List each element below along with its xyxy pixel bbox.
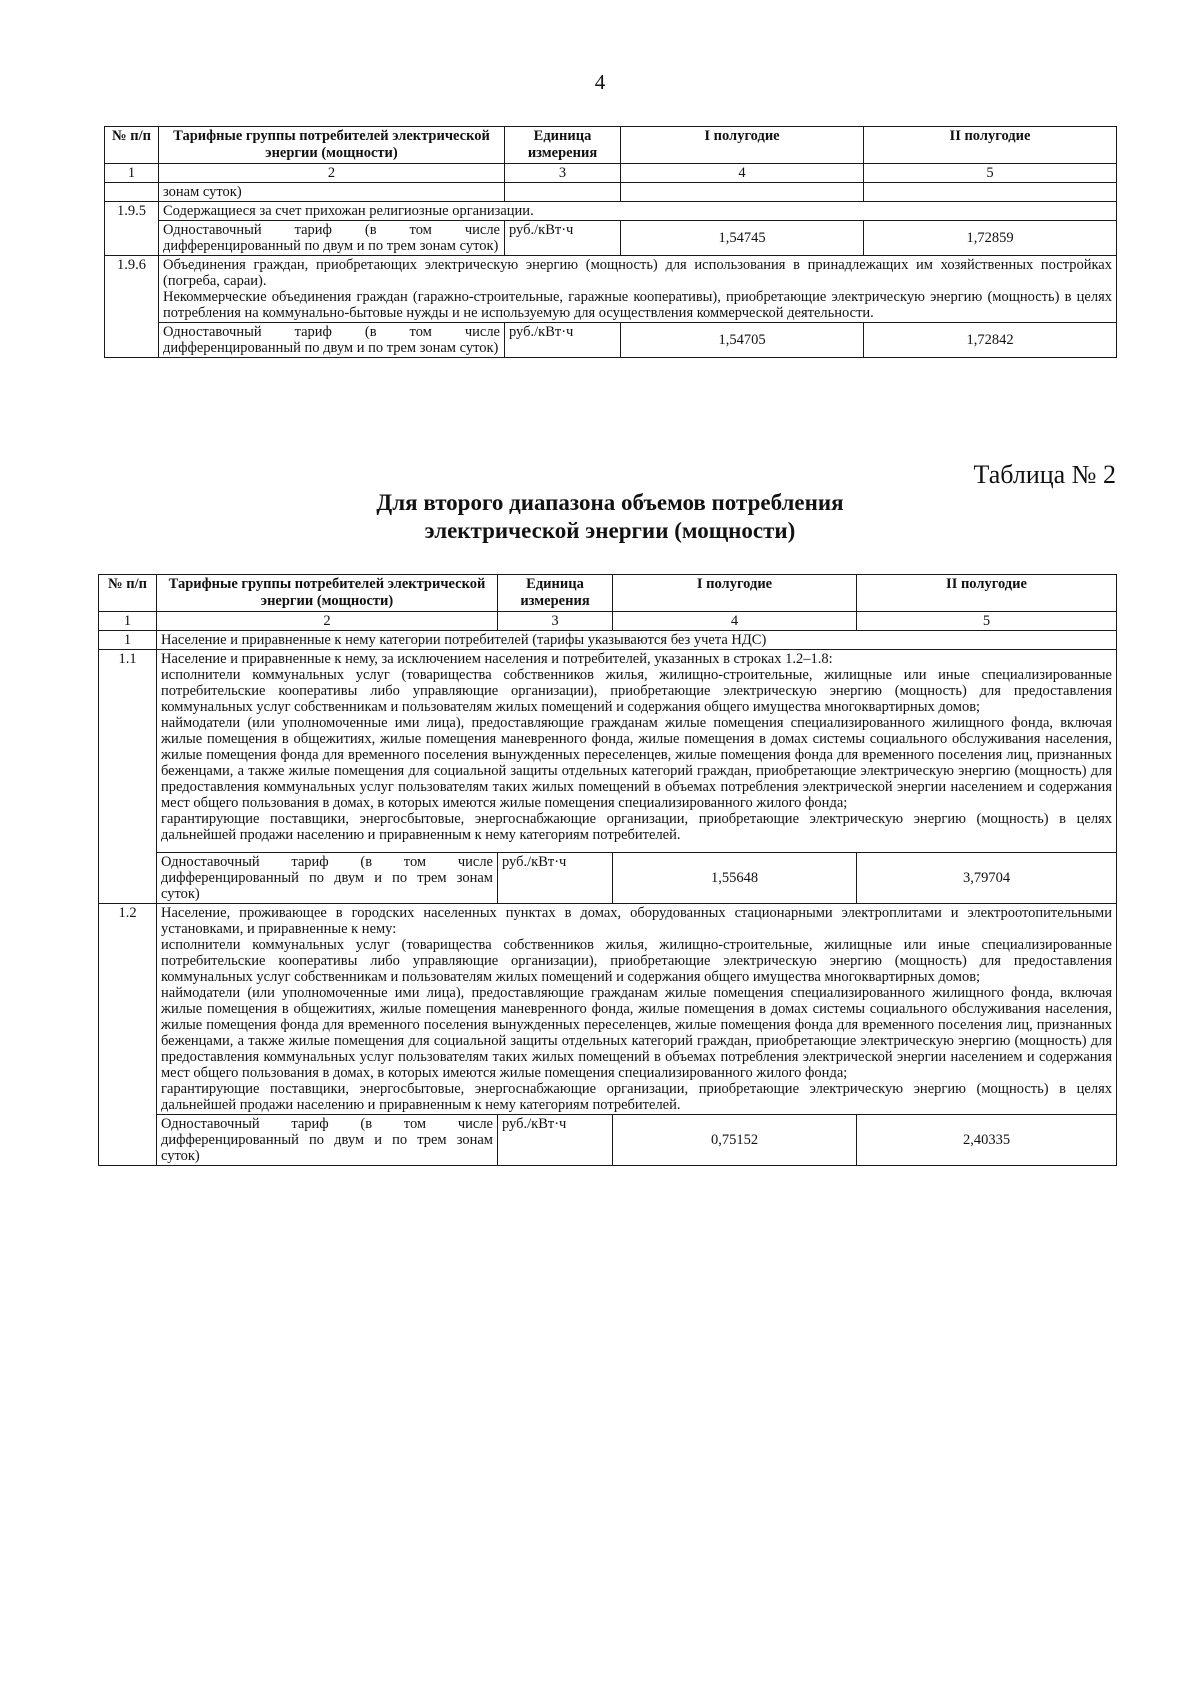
paragraph: Объединения граждан, приобретающих электрическую энергию (мощность) для использования в принадлежащих им хозяйственных постройках (погреба, сараи).: [163, 257, 1112, 289]
table-row: [105, 202, 1117, 221]
paragraph: наймодатели (или уполномоченные ими лица), предоставляющие гражданам жилые помещения специализированного жилищного фонда, включая жилые помещения в общежитиях, жилые помещения маневренного фонда, жилые помещения в домах системы социального обслуживания населения, жилые помещения фонда для временного поселения вынужденных переселенцев, жилые помещения фонда для временного поселения лиц, признанных беженцами, а также жилые помещения для социальной защиты отдельных категорий граждан, приобретающие электрическую энергию (мощность) для предоставления коммунальных услуг пользователям таких жилых помещений в объемах потребления электрической энергии населением и содержания мест общего пользования в домах, в которых имеются жилые помещения специализированного жилого фонда;: [161, 985, 1112, 1081]
unit-cell: руб./кВт·ч: [505, 323, 621, 358]
value-h1: 1,54745: [621, 221, 864, 256]
heading-line: электрической энергии (мощности): [424, 518, 796, 543]
header-num: № п/п: [105, 127, 159, 164]
value-h2: 1,72842: [864, 323, 1117, 358]
table-row: [105, 256, 1117, 323]
table-row: [105, 221, 1117, 256]
continued-text: зонам суток): [159, 183, 505, 202]
tariff-table-1: [104, 126, 1117, 358]
table-row: [99, 853, 1117, 904]
paragraph: гарантирующие поставщики, энергосбытовые, энергоснабжающие организации, приобретающие электрическую энергию (мощность) в целях дальнейшей продажи населению и приравненным к нему категориям потребителей.: [161, 811, 1112, 843]
heading-line: Для второго диапазона объемов потребления: [376, 490, 844, 515]
table-row: [99, 1115, 1117, 1166]
unit-cell: руб./кВт·ч: [505, 221, 621, 256]
row-number: 1.9.6: [105, 256, 159, 358]
value-h2: 2,40335: [857, 1115, 1117, 1166]
index-row: [105, 164, 1117, 183]
header-h2: II полугодие: [864, 127, 1117, 164]
row-number: 1.2: [99, 904, 157, 1166]
index-5: 5: [857, 612, 1117, 631]
tariff-description: Одноставочный тариф (в том числе дифференцированный по двум и по трем зонам суток): [159, 221, 505, 256]
header-num: № п/п: [99, 575, 157, 612]
table-row: [99, 650, 1117, 853]
header-row: [105, 127, 1117, 164]
paragraph: гарантирующие поставщики, энергосбытовые, энергоснабжающие организации, приобретающие электрическую энергию (мощность) в целях дальнейшей продажи населению и приравненным к нему категориям потребителей.: [161, 1081, 1112, 1113]
table-row: [99, 631, 1117, 650]
index-2: 2: [159, 164, 505, 183]
paragraph: Некоммерческие объединения граждан (гаражно-строительные, гаражные кооперативы), приобретающие электрическую энергию (мощность) в целях потребления на коммунально-бытовые нужды и не используемую для осуществления коммерческой деятельности.: [163, 289, 1112, 321]
header-group: Тарифные группы потребителей электрической энергии (мощности): [159, 127, 505, 164]
value-h2: 1,72859: [864, 221, 1117, 256]
index-3: 3: [498, 612, 613, 631]
row-title: Содержащиеся за счет прихожан религиозные организации.: [159, 202, 1117, 221]
table-row: [99, 904, 1117, 1115]
paragraph: наймодатели (или уполномоченные ими лица), предоставляющие гражданам жилые помещения специализированного жилищного фонда, включая жилые помещения в общежитиях, жилые помещения маневренного фонда, жилые помещения в домах системы социального обслуживания населения, жилые помещения фонда для временного поселения вынужденных переселенцев, жилые помещения фонда для временного поселения лиц, признанных беженцами, а также жилые помещения для социальной защиты отдельных категорий граждан, приобретающие электрическую энергию (мощность) для предоставления коммунальных услуг пользователям таких жилых помещений в объемах потребления электрической энергии населением и содержания мест общего пользования в домах, в которых имеются жилые помещения специализированного жилого фонда;: [161, 715, 1112, 811]
header-h1: I полугодие: [621, 127, 864, 164]
row-number: 1.1: [99, 650, 157, 904]
paragraph: Население, проживающее в городских населенных пунктах в домах, оборудованных стационарными электроплитами и электроотопительными установками, и приравненные к нему:: [161, 905, 1112, 937]
row-description: [159, 256, 1117, 323]
tariff-description: Одноставочный тариф (в том числе дифференцированный по двум и по трем зонам суток): [157, 853, 498, 904]
paragraph: Население и приравненные к нему, за исключением населения и потребителей, указанных в строках 1.2–1.8:: [161, 651, 833, 667]
table-heading: [260, 489, 960, 545]
header-h2: II полугодие: [857, 575, 1117, 612]
row-title: Население и приравненные к нему категории потребителей (тарифы указываются без учета НДС): [157, 631, 1117, 650]
value-h2: 3,79704: [857, 853, 1117, 904]
index-1: 1: [105, 164, 159, 183]
header-unit: Единица измерения: [498, 575, 613, 612]
header-unit: Единица измерения: [505, 127, 621, 164]
table-row: [105, 183, 1117, 202]
tariff-description: Одноставочный тариф (в том числе дифференцированный по двум и по трем зонам суток): [157, 1115, 498, 1166]
table-label: Таблица № 2: [973, 460, 1116, 489]
page-number: 4: [594, 70, 606, 94]
row-description: [157, 904, 1117, 1115]
index-3: 3: [505, 164, 621, 183]
index-4: 4: [613, 612, 857, 631]
tariff-table-2: [98, 574, 1117, 1166]
row-number: 1: [99, 631, 157, 650]
unit-cell: руб./кВт·ч: [498, 1115, 613, 1166]
value-h1: 1,55648: [613, 853, 857, 904]
row-description: [157, 650, 1117, 853]
index-2: 2: [157, 612, 498, 631]
row-number: 1.9.5: [105, 202, 159, 256]
header-row: [99, 575, 1117, 612]
tariff-description: Одноставочный тариф (в том числе дифференцированный по двум и по трем зонам суток): [159, 323, 505, 358]
header-h1: I полугодие: [613, 575, 857, 612]
index-4: 4: [621, 164, 864, 183]
value-h1: 0,75152: [613, 1115, 857, 1166]
index-row: [99, 612, 1117, 631]
paragraph: исполнители коммунальных услуг (товарищества собственников жилья, жилищно-строительные, жилищные или иные специализированные потребительские кооперативы либо управляющие организации), приобретающие электрическую энергию (мощность) для предоставления коммунальных услуг собственникам и пользователям жилых помещений и содержания общего имущества многоквартирных домов;: [161, 937, 1112, 985]
unit-cell: руб./кВт·ч: [498, 853, 613, 904]
paragraph: исполнители коммунальных услуг (товарищества собственников жилья, жилищно-строительные, жилищные или иные специализированные потребительские кооперативы либо управляющие организации), приобретающие электрическую энергию (мощность) для предоставления коммунальных услуг собственникам и пользователям жилых помещений и содержания общего имущества многоквартирных домов;: [161, 667, 1112, 715]
value-h1: 1,54705: [621, 323, 864, 358]
index-1: 1: [99, 612, 157, 631]
header-group: Тарифные группы потребителей электрической энергии (мощности): [157, 575, 498, 612]
table-row: [105, 323, 1117, 358]
index-5: 5: [864, 164, 1117, 183]
